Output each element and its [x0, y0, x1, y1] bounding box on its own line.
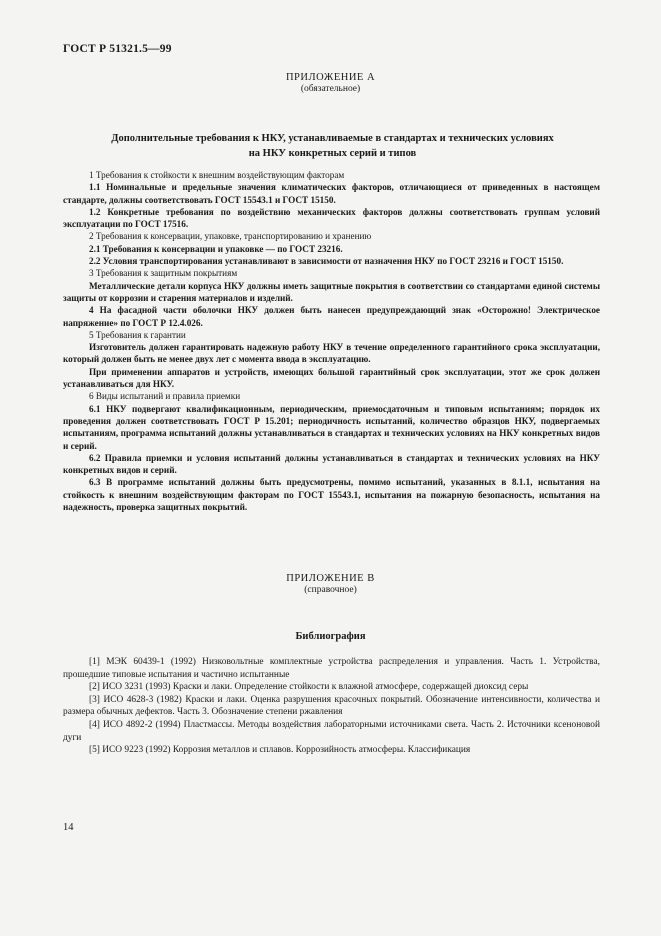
- paragraph-1-1: 1.1 Номинальные и предельные значения климатических факторов, отличающиеся от приведенных в настоящем стандарте, должны соответствовать ГОСТ 15543.1 и ГОСТ 15150.: [63, 182, 600, 205]
- appendix-a-status: (обязательное): [300, 84, 361, 94]
- paragraph-5-text: Изготовитель должен гарантировать надежную работу НКУ в течение определенного гарантийного срока эксплуатации, который должен быть не менее двух лет с момента ввода в эксплуатацию.: [63, 342, 600, 365]
- appendix-a-heading-line1: Дополнительные требования к НКУ, устанавливаемые в стандартах и технических условиях: [111, 133, 554, 144]
- paragraph-5-text-2: При применении аппаратов и устройств, имеющих большой гарантийный срок эксплуатации, этот же срок должен устанавливаться для НКУ.: [63, 366, 600, 390]
- appendix-a-title: ПРИЛОЖЕНИЕ А: [285, 72, 376, 83]
- paragraph-6-2: 6.2 Правила приемки и условия испытаний должны устанавливаться в стандартах и технических условиях на НКУ конкретных видов и серий.: [63, 452, 600, 476]
- paragraph-5: 5 Требования к гарантии: [89, 329, 186, 340]
- paragraph-6-3: 6.3 В программе испытаний должны быть предусмотрены, помимо испытаний, указанных в 8.1.1, испытания на стойкость к внешним воздействующим факторам по ГОСТ 15543.1, испытания на пожарную безопасность, испытания на надежность, проверка защитных покрытий.: [63, 477, 600, 513]
- paragraph-1-2: 1.2 Конкретные требования по воздействию механических факторов должны соответствовать группам условий эксплуатации по ГОСТ 17516.: [63, 206, 600, 230]
- appendix-b-status: (справочное): [304, 585, 357, 595]
- paragraph-4: 4 На фасадной части оболочки НКУ должен быть нанесен предупреждающий знак «Осторожно! Электрическое напряжение» по ГОСТ Р 12.4.026.: [63, 305, 600, 328]
- paragraph-3-text: Металлические детали корпуса НКУ должны иметь защитные покрытия в соответствии со стандартами единой системы защиты от коррозии и старения материалов и изделий.: [63, 280, 600, 303]
- document-code: ГОСТ Р 51321.5—99: [63, 43, 172, 55]
- bibliography-item: [3] ИСО 4628-3 (1982) Краски и лаки. Оценка разрушения красочных покрытий. Обозначение интенсивности, количества и размера обычных дефектов. Часть 3. Обозначение степени ржавления: [63, 694, 600, 718]
- page-number: 14: [63, 822, 74, 833]
- appendix-b-title: ПРИЛОЖЕНИЕ В: [286, 573, 375, 584]
- paragraph-3: 3 Требования к защитным покрытиям: [89, 268, 238, 279]
- paragraph-6: 6 Виды испытаний и правила приемки: [89, 391, 241, 402]
- paragraph-2-1: 2.1 Требования к консервации и упаковке — по ГОСТ 23216.: [89, 243, 343, 254]
- paragraph-1: 1 Требования к стойкости к внешним воздействующим факторам: [89, 170, 345, 180]
- paragraph-6-1: 6.1 НКУ подвергают квалификационным, периодическим, приемосдаточным и типовым испытаниям; порядок их проведения должен соответствовать ГОСТ Р 15.201; периодичность испытаний, количество образцов НКУ, подвергаемых испытаниям, программа испытаний должны устанавливаться в стандартах и технических условиях на НКУ конкретных видов и серий.: [63, 403, 600, 451]
- bibliography-item: [5] ИСО 9223 (1992) Коррозия металлов и сплавов. Коррозийность атмосферы. Классификация: [89, 745, 471, 756]
- bibliography-item: [2] ИСО 3231 (1993) Краски и лаки. Определение стойкости к влажной атмосфере, содержащей диоксид серы: [89, 682, 529, 693]
- appendix-a-body: [63, 169, 600, 513]
- bibliography-heading: Библиография: [295, 631, 366, 642]
- appendix-a-heading: [60, 131, 605, 161]
- appendix-a-heading-line2: на НКУ конкретных серий и типов: [248, 148, 417, 159]
- paragraph-2-2: 2.2 Условия транспортирования устанавливают в зависимости от назначения НКУ по ГОСТ 23216 и ГОСТ 15150.: [89, 256, 564, 267]
- bibliography-list: [63, 656, 600, 757]
- paragraph-2: 2 Требования к консервации, упаковке, транспортированию и хранению: [89, 231, 372, 242]
- bibliography-item: [4] ИСО 4892-2 (1994) Пластмассы. Методы воздействия лабораторными источниками света. Часть 2. Источники ксеноновой дуги: [63, 719, 600, 743]
- bibliography-item: [1] МЭК 60439-1 (1992) Низковольтные комплектные устройства распределения и управления. Часть 1. Устройства, прошедшие типовые испытания и частично испытанные: [63, 657, 600, 680]
